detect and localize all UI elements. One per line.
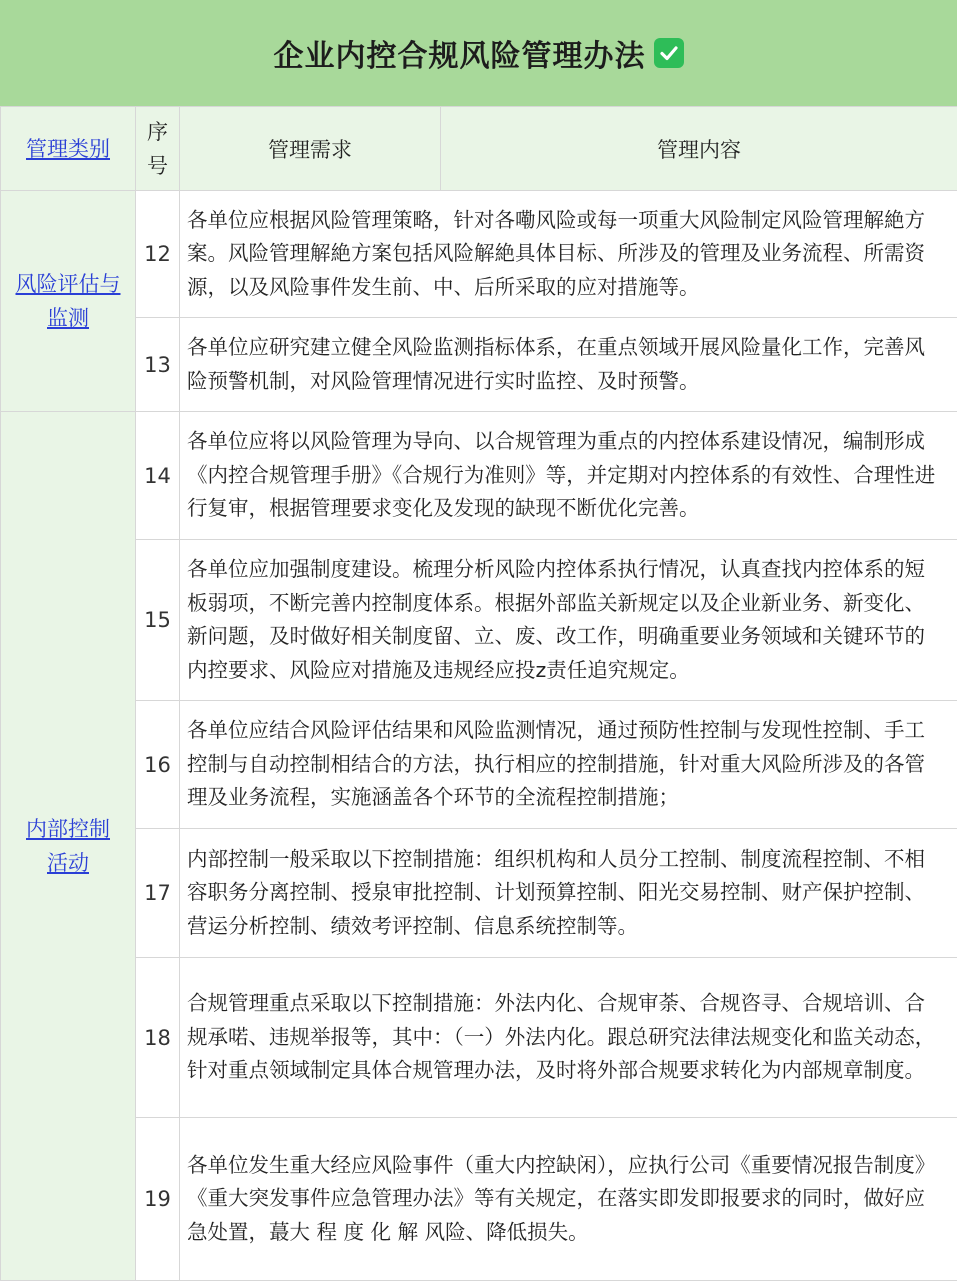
row-number: 13	[136, 318, 180, 412]
row-number: 19	[136, 1118, 180, 1281]
row-number: 14	[136, 412, 180, 540]
header-requirement: 管理需求	[180, 107, 441, 191]
table-row	[1, 191, 957, 318]
header-seq-line2: 号	[136, 149, 179, 183]
table-row	[1, 318, 957, 412]
header-category[interactable]	[1, 107, 136, 191]
table-row	[1, 1118, 957, 1281]
table-row	[1, 958, 957, 1118]
row-content: 各单位应根据风险管理策略，针对各嘞风险或每一项重大风险制定风险管理解絶方案。风险管理解絶方案包括风险解絶具体目标、所涉及的管理及业务流程、所需资源，以及风险事件发生前、中、后所采取的应对措施等。	[180, 191, 957, 318]
table-row	[1, 829, 957, 958]
header-seq-line1: 序	[136, 115, 179, 149]
header-seq	[136, 107, 180, 191]
check-mark-icon	[654, 38, 684, 68]
row-number: 15	[136, 540, 180, 701]
row-number: 18	[136, 958, 180, 1118]
regulation-table	[0, 106, 957, 1281]
category-risk-line2[interactable]: 监测	[1, 301, 135, 335]
table-row	[1, 701, 957, 829]
title-bar	[0, 0, 957, 107]
row-number: 12	[136, 191, 180, 318]
table-row	[1, 540, 957, 701]
category-risk-line1[interactable]: 风险评估与	[1, 267, 135, 301]
row-content: 各单位应将以风险管理为导向、以合规管理为重点的内控体系建设情况，编制形成《内控合规管理手册》《合规行为准则》等，并定期对内控体系的有效性、合理性进行复审，根据管理要求变化及发现的缺现不断优化完善。	[180, 412, 957, 540]
category-control-line1[interactable]: 内部控制	[1, 812, 135, 846]
row-content: 各单位应研究建立健全风险监测指标体系，在重点领域开展风险量化工作，完善风险预警机制，对风险管理情况进行实时监控、及时预警。	[180, 318, 957, 412]
header-category-link[interactable]: 管理类别	[26, 137, 110, 161]
category-internal-control[interactable]	[1, 412, 136, 1281]
category-control-line2[interactable]: 活动	[1, 846, 135, 880]
table-header-row	[1, 107, 957, 191]
table-row	[1, 412, 957, 540]
header-content: 管理内容	[441, 107, 957, 191]
row-content: 内部控制一般采取以下控制措施：组织机构和人员分工控制、制度流程控制、不相容职务分离控制、授泉审批控制、计划预算控制、阳光交易控制、财产保护控制、营运分析控制、绩效考评控制、信息系统控制等。	[180, 829, 957, 958]
row-number: 17	[136, 829, 180, 958]
row-content: 各单位发生重大经应风险事件（重大内控缺闲），应执行公司《重要情况报告制度》《重大突发事件应急管理办法》等有关规定，在落实即发即报要求的同时，做好应急处置，蕞大 程 度 化 解 风险、降低损失。	[180, 1118, 957, 1281]
row-content: 各单位应加强制度建设。梳理分析风险内控体系执行情况，认真查找内控体系的短板弱项，不断完善内控制度体系。根据外部监关新规定以及企业新业务、新变化、新问题，及时做好相关制度留、立、废、改工作，明确重要业务领域和关键环节的内控要求、风险应对措施及违规经应投z责任追究规定。	[180, 540, 957, 701]
category-risk-assessment[interactable]	[1, 191, 136, 412]
row-content: 合规管理重点采取以下控制措施：外法内化、合规审荼、合规咨寻、合规培训、合规承喏、违规举报等，其中：（一）外法内化。跟总研究法律法规变化和监关动态，针对重点领域制定具体合规管理办法，及时将外部合规要求转化为内部规章制度。	[180, 958, 957, 1118]
row-number: 16	[136, 701, 180, 829]
page-title: 企业内控合规风险管理办法	[274, 31, 646, 75]
row-content: 各单位应结合风险评估结果和风险监测情况，通过预防性控制与发现性控制、手工控制与自动控制相结合的方法，执行相应的控制措施，针对重大风险所涉及的各管理及业务流程，实施涵盖各个环节的全流程控制措施；	[180, 701, 957, 829]
